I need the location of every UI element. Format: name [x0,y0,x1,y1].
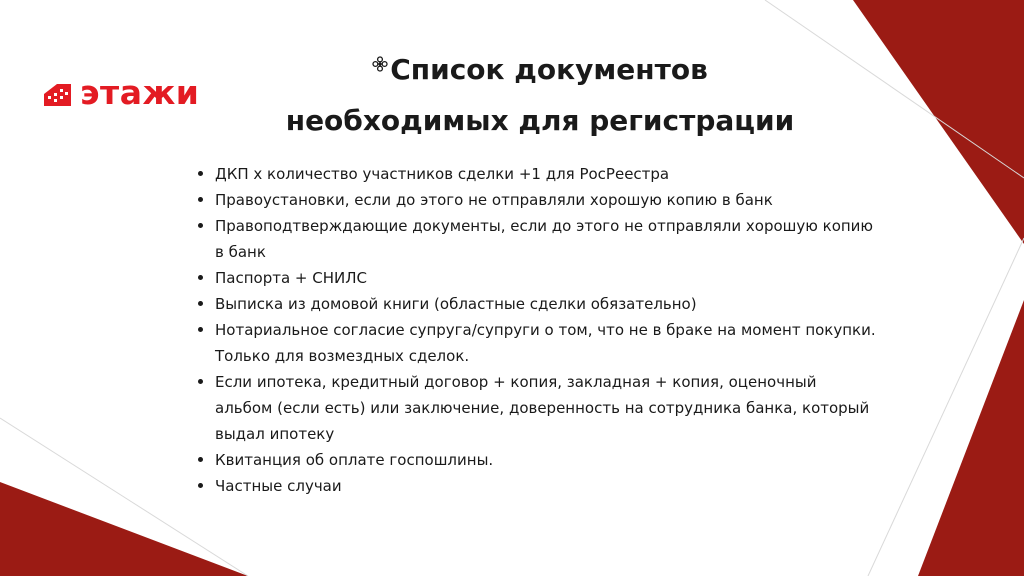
bullet-dot [198,171,203,176]
bullet-dot [198,483,203,488]
list-item [196,369,876,447]
bullet-dot [198,223,203,228]
list-item [196,447,876,473]
list-item [196,317,876,369]
list-item [196,213,876,265]
page-subtitle [250,103,830,139]
list-item-text: Правоустановки, если до этого не отправляли хорошую копию в банк [215,191,773,209]
list-item-text: ДКП х количество участников сделки +1 для РосРеестра [215,165,670,183]
building-logo-icon [44,84,71,106]
list-item [196,291,876,317]
bullet-dot [198,301,203,306]
list-item-text: Выписка из домовой книги (областные сделки обязательно) [215,295,697,313]
document-list [196,161,876,499]
bullet-dot [198,379,203,384]
bottom-right-red-shape [918,300,1024,576]
title-line-2: необходимых для регистрации [285,104,795,137]
brand-logo [44,73,200,112]
page-title [250,52,830,88]
list-item [196,473,876,499]
flower-icon [372,56,388,72]
list-item-text: Квитанция об оплате госпошлины. [215,451,494,469]
list-item [196,161,876,187]
bullet-dot [198,457,203,462]
list-item-text: Нотариальное согласие супруга/супруги о том, что не в браке на момент покупки. Только для возмездных сделок. [215,321,876,365]
top-right-red-shape [853,0,1024,244]
list-item [196,187,876,213]
logo-text: этажи [80,73,200,112]
title-line-1: Список документов [390,53,708,86]
list-item [196,265,876,291]
list-item-text: Паспорта + СНИЛС [215,269,367,287]
list-item-text: Правоподтверждающие документы, если до этого не отправляли хорошую копию в банк [215,217,874,261]
bullet-dot [198,327,203,332]
list-item-text: Если ипотека, кредитный договор + копия, закладная + копия, оценочный альбом (если есть) или заключение, доверенность на сотрудника банка, который выдал ипотеку [215,373,870,443]
list-item-text: Частные случаи [215,477,342,495]
bullet-dot [198,197,203,202]
bullet-dot [198,275,203,280]
